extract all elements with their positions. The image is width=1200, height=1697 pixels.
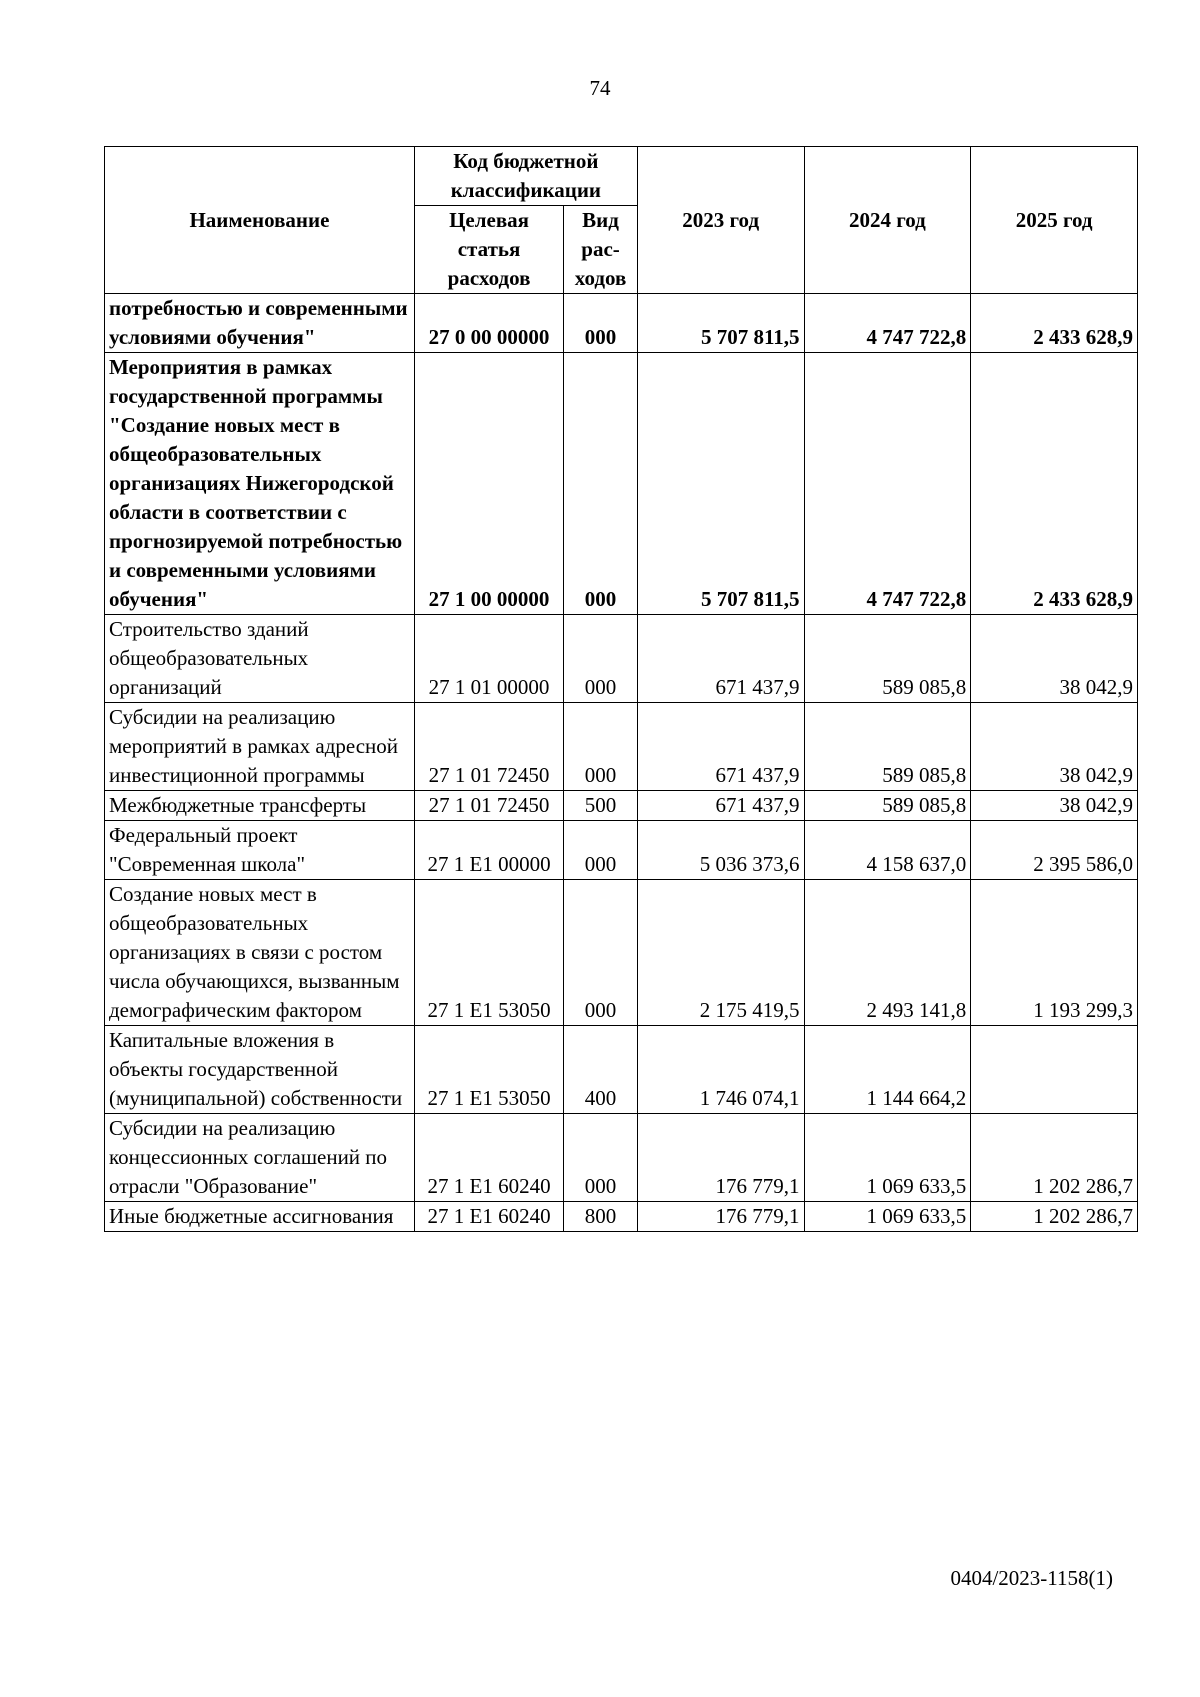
row-value-2025: 38 042,9	[971, 703, 1138, 791]
table-row	[105, 615, 1138, 703]
row-expense-type: 400	[564, 1026, 638, 1114]
row-target-code: 27 1 01 72450	[414, 703, 563, 791]
row-target-code: 27 1 E1 60240	[414, 1202, 563, 1232]
row-value-2025: 38 042,9	[971, 791, 1138, 821]
table-row	[105, 791, 1138, 821]
row-expense-type: 000	[564, 1114, 638, 1202]
row-name: Иные бюджетные ассигнования	[105, 1202, 415, 1232]
row-value-2023: 176 779,1	[637, 1114, 804, 1202]
row-value-2023: 671 437,9	[637, 791, 804, 821]
row-target-code: 27 1 E1 53050	[414, 880, 563, 1026]
row-value-2023: 176 779,1	[637, 1202, 804, 1232]
table-row	[105, 1202, 1138, 1232]
row-value-2024: 4 158 637,0	[804, 821, 971, 880]
table-row	[105, 880, 1138, 1026]
row-name: Федеральный проект "Современная школа"	[105, 821, 415, 880]
row-value-2025	[971, 1026, 1138, 1114]
row-value-2024: 589 085,8	[804, 615, 971, 703]
row-value-2024: 1 069 633,5	[804, 1114, 971, 1202]
row-value-2023: 5 707 811,5	[637, 294, 804, 353]
header-name: Наименование	[105, 147, 415, 294]
table-row	[105, 1114, 1138, 1202]
row-value-2025: 2 395 586,0	[971, 821, 1138, 880]
row-name: Субсидии на реализацию мероприятий в рамках адресной инвестиционной программы	[105, 703, 415, 791]
row-expense-type: 000	[564, 821, 638, 880]
row-target-code: 27 1 E1 53050	[414, 1026, 563, 1114]
row-expense-type: 800	[564, 1202, 638, 1232]
row-value-2023: 5 707 811,5	[637, 353, 804, 615]
budget-table	[104, 146, 1138, 1232]
table-row	[105, 703, 1138, 791]
row-value-2024: 589 085,8	[804, 791, 971, 821]
row-target-code: 27 1 E1 00000	[414, 821, 563, 880]
header-2025: 2025 год	[971, 147, 1138, 294]
row-value-2024: 2 493 141,8	[804, 880, 971, 1026]
row-target-code: 27 1 00 00000	[414, 353, 563, 615]
row-target-code: 27 1 01 72450	[414, 791, 563, 821]
row-value-2024: 1 069 633,5	[804, 1202, 971, 1232]
row-value-2025: 1 202 286,7	[971, 1114, 1138, 1202]
header-2024: 2024 год	[804, 147, 971, 294]
row-expense-type: 000	[564, 353, 638, 615]
row-target-code: 27 1 E1 60240	[414, 1114, 563, 1202]
row-value-2025: 38 042,9	[971, 615, 1138, 703]
row-name: Межбюджетные трансферты	[105, 791, 415, 821]
row-value-2023: 1 746 074,1	[637, 1026, 804, 1114]
table-row	[105, 821, 1138, 880]
row-name: Мероприятия в рамках государственной программы "Создание новых мест в общеобразовательных организациях Нижегородской области в соответствии с прогнозируемой потребностью и современными условиями обучения"	[105, 353, 415, 615]
row-name: Строительство зданий общеобразовательных организаций	[105, 615, 415, 703]
row-expense-type: 000	[564, 703, 638, 791]
row-value-2024: 4 747 722,8	[804, 294, 971, 353]
table-row	[105, 353, 1138, 615]
row-value-2025: 1 202 286,7	[971, 1202, 1138, 1232]
header-target: Целевая статья расходов	[414, 206, 563, 294]
row-expense-type: 000	[564, 294, 638, 353]
table-row	[105, 294, 1138, 353]
row-value-2024: 4 747 722,8	[804, 353, 971, 615]
row-expense-type: 000	[564, 880, 638, 1026]
row-value-2025: 2 433 628,9	[971, 353, 1138, 615]
header-code-group: Код бюджетной классификации	[414, 147, 637, 206]
document-code: 0404/2023-1158(1)	[950, 1566, 1113, 1590]
row-name: Капитальные вложения в объекты государственной (муниципальной) собственности	[105, 1026, 415, 1114]
row-value-2023: 671 437,9	[637, 615, 804, 703]
header-type: Вид рас-ходов	[564, 206, 638, 294]
row-value-2025: 2 433 628,9	[971, 294, 1138, 353]
row-value-2024: 1 144 664,2	[804, 1026, 971, 1114]
row-expense-type: 500	[564, 791, 638, 821]
row-name: Субсидии на реализацию концессионных соглашений по отрасли "Образование"	[105, 1114, 415, 1202]
page-number: 74	[589, 76, 611, 100]
row-value-2024: 589 085,8	[804, 703, 971, 791]
row-expense-type: 000	[564, 615, 638, 703]
header-2023: 2023 год	[637, 147, 804, 294]
row-name: Создание новых мест в общеобразовательных организациях в связи с ростом числа обучающихся, вызванным демографическим фактором	[105, 880, 415, 1026]
row-value-2023: 2 175 419,5	[637, 880, 804, 1026]
table-row	[105, 1026, 1138, 1114]
row-value-2025: 1 193 299,3	[971, 880, 1138, 1026]
row-name: потребностью и современными условиями обучения"	[105, 294, 415, 353]
row-value-2023: 5 036 373,6	[637, 821, 804, 880]
row-value-2023: 671 437,9	[637, 703, 804, 791]
row-target-code: 27 0 00 00000	[414, 294, 563, 353]
row-target-code: 27 1 01 00000	[414, 615, 563, 703]
